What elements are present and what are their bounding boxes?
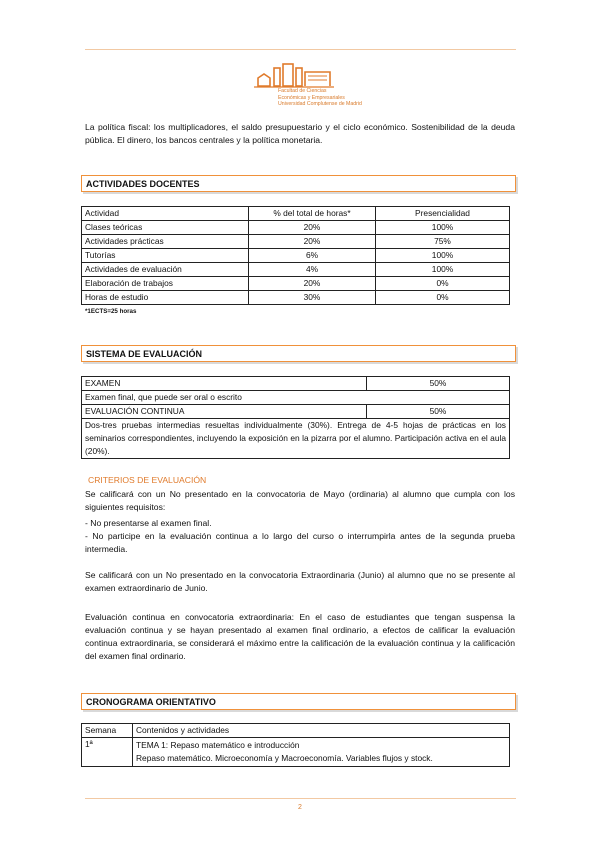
table-cell: 4% xyxy=(249,263,376,277)
table-cell: Elaboración de trabajos xyxy=(82,277,249,291)
section-title-evaluacion: SISTEMA DE EVALUACIÓN xyxy=(81,345,516,362)
section-title-cronograma: CRONOGRAMA ORIENTATIVO xyxy=(81,693,516,710)
table-cell: 100% xyxy=(376,249,510,263)
table-cell: 0% xyxy=(376,291,510,305)
table-cell: Horas de estudio xyxy=(82,291,249,305)
table-row xyxy=(82,249,510,263)
evaluacion-table xyxy=(81,376,510,459)
criterios-bullet-1: - No presentarse al examen final. xyxy=(85,518,212,528)
tema-detalle: Repaso matemático. Microeconomía y Macroeconomía. Variables flujos y stock. xyxy=(136,753,433,763)
table-header-cell: Contenidos y actividades xyxy=(133,724,510,738)
table-cell: 75% xyxy=(376,235,510,249)
tema-title: TEMA 1: Repaso matemático e introducción xyxy=(136,740,300,750)
table-cell: 6% xyxy=(249,249,376,263)
section-title-actividades: ACTIVIDADES DOCENTES xyxy=(81,175,516,192)
continua-label: EVALUACIÓN CONTINUA xyxy=(82,405,367,419)
header-rule xyxy=(85,49,516,50)
table-row xyxy=(82,277,510,291)
examen-percentage: 50% xyxy=(367,377,510,391)
continua-percentage: 50% xyxy=(367,405,510,419)
table-cell: Actividades prácticas xyxy=(82,235,249,249)
logo-text: Facultad de Ciencias Económicas y Empresariales Universidad Complutense de Madrid xyxy=(278,88,362,107)
table-cell: 20% xyxy=(249,221,376,235)
criterios-bullet-2: - No participe en la evaluación continua a lo largo del curso o interrumpirla antes de la segunda prueba intermedia. xyxy=(85,531,515,554)
criterios-paragraph-3: Evaluación continua en convocatoria extraordinaria: En el caso de estudiantes que tengan suspensa la evaluación continua y se hayan presentado al examen final ordinario, a efectos de calificar la evaluación continua extraordinaria, se considerará el máximo entre la calificación de la evaluación continua y la calificación del examen final ordinario. xyxy=(85,612,515,661)
table-cell: 20% xyxy=(249,277,376,291)
table-row xyxy=(82,419,510,459)
examen-description: Examen final, que puede ser oral o escrito xyxy=(82,391,510,405)
table-header-cell: % del total de horas* xyxy=(249,207,376,221)
table-row xyxy=(82,221,510,235)
contenido-cell xyxy=(133,738,510,767)
intro-paragraph: La política fiscal: los multiplicadores, el saldo presupuestario y el ciclo económico. Sostenibilidad de la deuda pública. El dinero, los bancos centrales y la política monetaria. xyxy=(85,122,515,145)
faculty-logo xyxy=(250,58,362,114)
ects-note: *1ECTS=25 horas xyxy=(85,308,137,315)
table-cell: 100% xyxy=(376,263,510,277)
table-cell: Clases teóricas xyxy=(82,221,249,235)
table-row xyxy=(82,405,510,419)
table-cell: Actividades de evaluación xyxy=(82,263,249,277)
table-cell: 0% xyxy=(376,277,510,291)
table-cell: 30% xyxy=(249,291,376,305)
table-header-row xyxy=(82,207,510,221)
examen-label: EXAMEN xyxy=(82,377,367,391)
page-number: 2 xyxy=(298,804,302,811)
criterios-paragraph-1: Se calificará con un No presentado en la convocatoria de Mayo (ordinaria) al alumno que cumpla con los siguientes requisitos: xyxy=(85,489,515,512)
footer-rule xyxy=(85,798,516,799)
criterios-heading: CRITERIOS DE EVALUACIÓN xyxy=(88,475,207,485)
continua-description: Dos-tres pruebas intermedias resueltas individualmente (30%). Entrega de 4-5 hojas de prácticas en los seminarios correspondientes, incluyendo la exposición en la pizarra por el alumno. Participación activa en el aula (20%). xyxy=(82,419,510,459)
table-cell: 20% xyxy=(249,235,376,249)
criterios-paragraph-2: Se calificará con un No presentado en la convocatoria Extraordinaria (Junio) al alumno que no se presente al examen extraordinario de Junio. xyxy=(85,570,515,593)
table-cell: 100% xyxy=(376,221,510,235)
table-row xyxy=(82,391,510,405)
table-row xyxy=(82,738,510,767)
cronograma-table xyxy=(81,723,510,767)
table-row xyxy=(82,235,510,249)
actividades-table xyxy=(81,206,510,305)
table-row xyxy=(82,291,510,305)
table-header-cell: Presencialidad xyxy=(376,207,510,221)
table-row xyxy=(82,263,510,277)
table-header-cell: Actividad xyxy=(82,207,249,221)
building-logo-icon xyxy=(250,60,342,90)
table-header-cell: Semana xyxy=(82,724,133,738)
table-row xyxy=(82,377,510,391)
table-cell: Tutorías xyxy=(82,249,249,263)
table-header-row xyxy=(82,724,510,738)
semana-cell: 1ª xyxy=(82,738,133,767)
